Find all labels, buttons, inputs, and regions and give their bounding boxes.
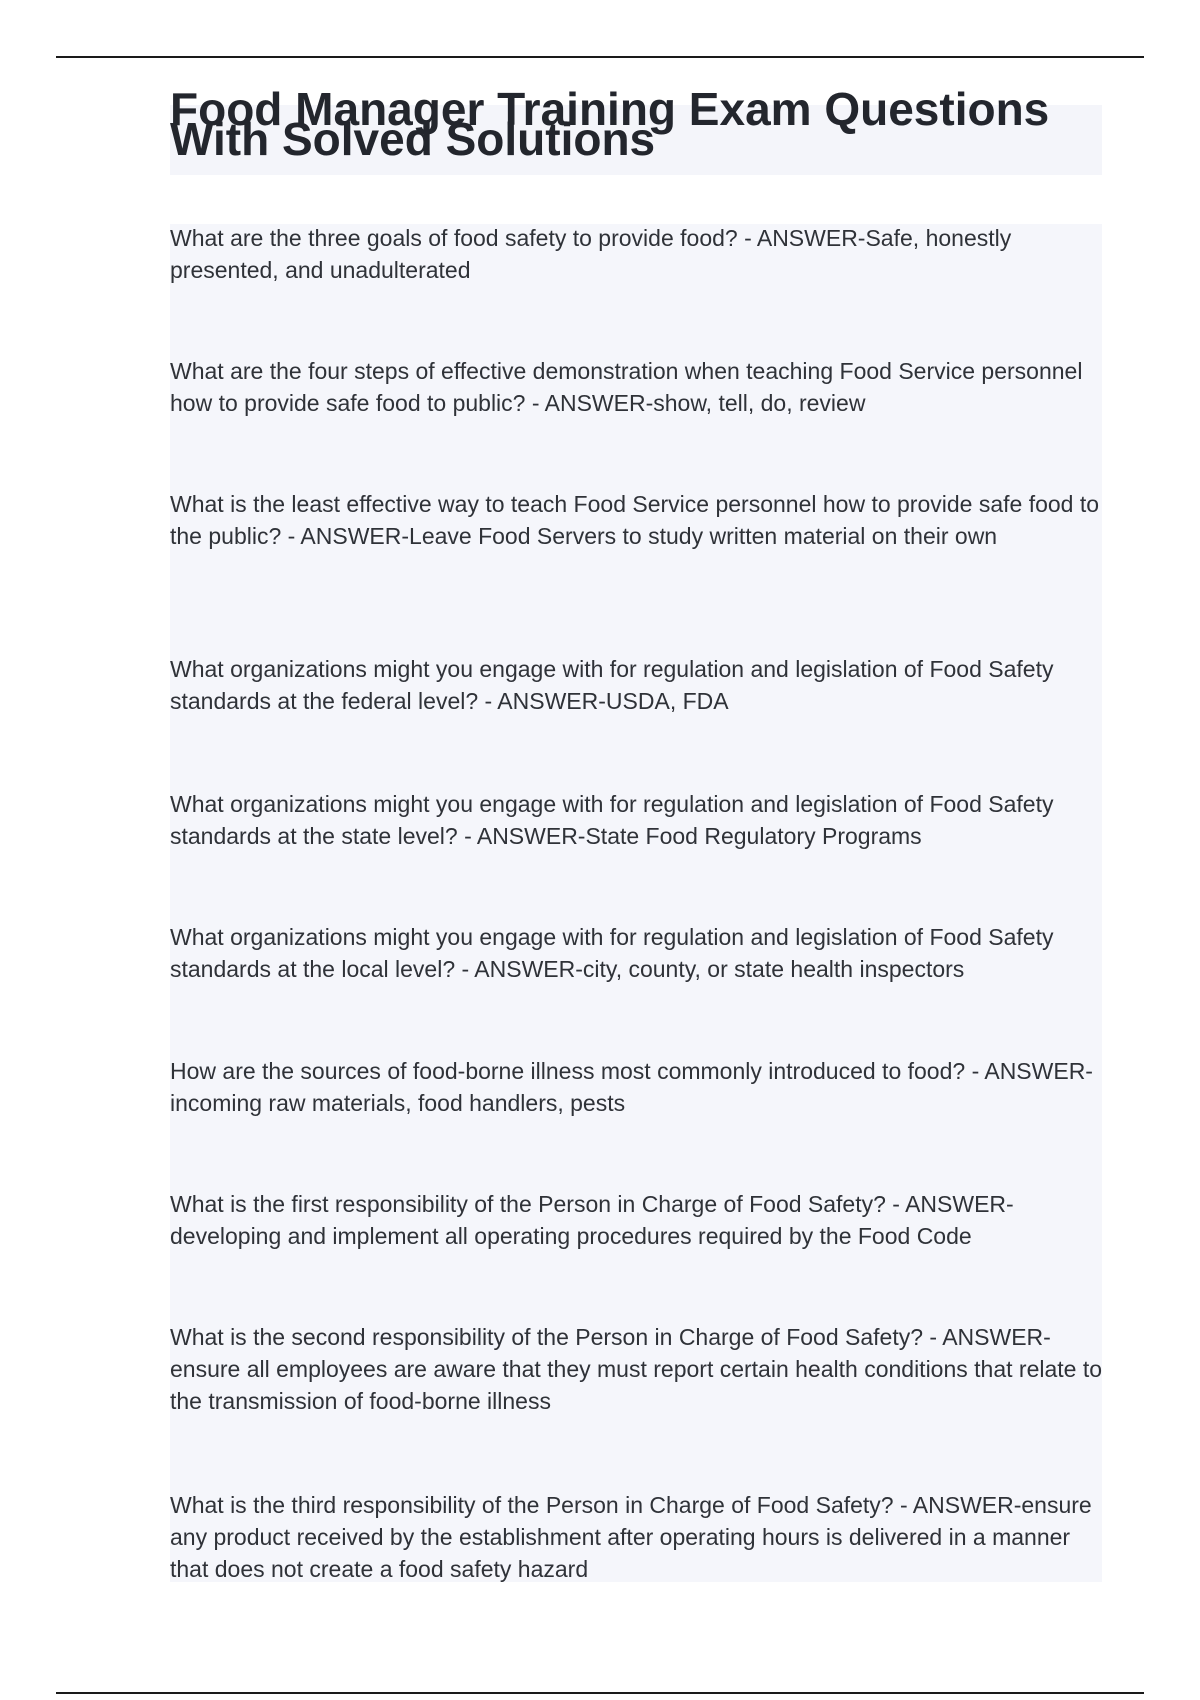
qa-item: How are the sources of food-borne illness most commonly introduced to food? - ANSWER-incoming raw materials, food handlers, pests (170, 1058, 1093, 1116)
bottom-divider (56, 1692, 1144, 1694)
qa-item: What is the third responsibility of the Person in Charge of Food Safety? - ANSWER-ensure any product received by the establishment after operating hours is delivered in a manner that does not create a food safety hazard (170, 1492, 1092, 1582)
qa-item: What is the second responsibility of the Person in Charge of Food Safety? - ANSWER-ensure all employees are aware that they must report certain health conditions that relate to the transmission of food-borne illness (170, 1324, 1103, 1414)
page-title: Food Manager Training Exam Questions With Solved Solutions (170, 83, 1050, 165)
qa-item: What is the first responsibility of the Person in Charge of Food Safety? - ANSWER-developing and implement all operating procedures required by the Food Code (170, 1191, 1014, 1249)
qa-item: What organizations might you engage with for regulation and legislation of Food Safety standards at the local level? - ANSWER-city, county, or state health inspectors (170, 924, 1054, 982)
qa-item: What are the three goals of food safety to provide food? - ANSWER-Safe, honestly presented, and unadulterated (170, 225, 1012, 283)
qa-item: What organizations might you engage with for regulation and legislation of Food Safety standards at the state level? - ANSWER-State Food Regulatory Programs (170, 791, 1054, 849)
qa-item: What is the least effective way to teach Food Service personnel how to provide safe food to the public? - ANSWER-Leave Food Servers to study written material on their own (170, 491, 1100, 549)
qa-item: What are the four steps of effective demonstration when teaching Food Service personnel how to provide safe food to public? - ANSWER-show, tell, do, review (170, 358, 1083, 416)
top-divider (56, 56, 1144, 58)
qa-item: What organizations might you engage with for regulation and legislation of Food Safety standards at the federal level? - ANSWER-USDA, FDA (170, 656, 1054, 714)
